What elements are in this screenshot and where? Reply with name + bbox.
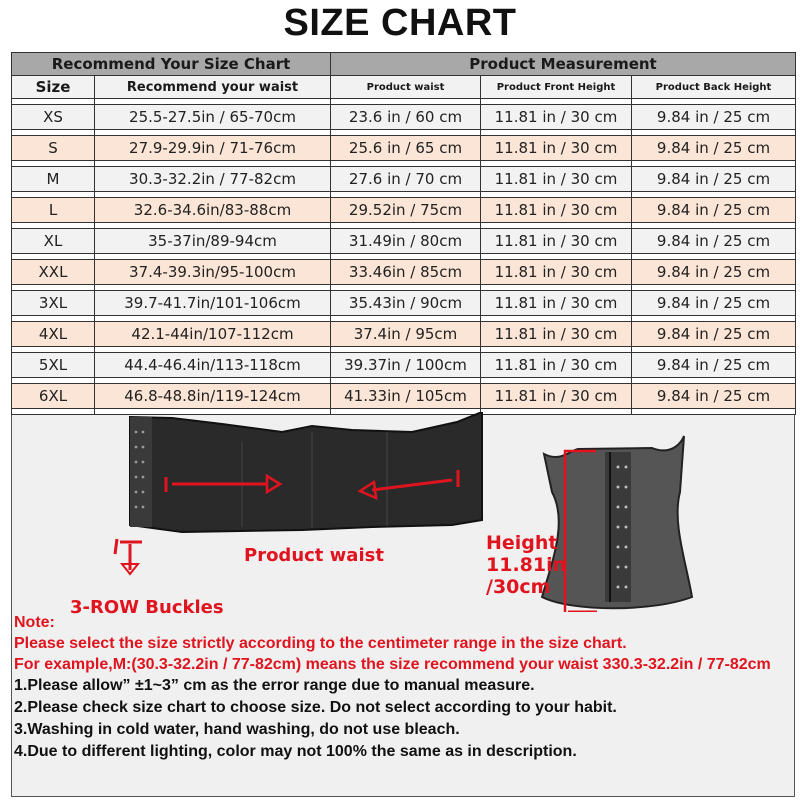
cell-product-waist: 37.4in / 95cm	[331, 322, 481, 347]
cell-recommend-waist: 25.5-27.5in / 65-70cm	[95, 105, 331, 130]
col-header-product-waist: Product waist	[331, 76, 481, 99]
cell-size: 5XL	[12, 353, 95, 378]
note-red-line-1: Please select the size strictly according to the centimeter range in the size chart.	[14, 635, 627, 652]
note-item-3: 3.Washing in cold water, hand washing, do not use bleach.	[14, 721, 460, 738]
cell-back-height: 9.84 in / 25 cm	[632, 105, 796, 130]
cell-front-height: 11.81 in / 30 cm	[481, 198, 632, 223]
note-item-4: 4.Due to different lighting, color may not 100% the same as in description.	[14, 743, 577, 760]
cell-size: 6XL	[12, 384, 95, 409]
size-chart-table	[11, 52, 796, 415]
cell-size: S	[12, 136, 95, 161]
table-row	[12, 384, 796, 409]
col-header-size: Size	[12, 76, 95, 99]
note-item-2: 2.Please check size chart to choose size. Do not select according to your habit.	[14, 699, 617, 716]
table-row	[12, 353, 796, 378]
cell-product-waist: 29.52in / 75cm	[331, 198, 481, 223]
table-row	[12, 260, 796, 285]
note-item-1: 1.Please allow” ±1~3” cm as the error range due to manual measure.	[14, 677, 535, 694]
cell-size: 4XL	[12, 322, 95, 347]
waist-trainer-illustration	[12, 412, 794, 612]
cell-recommend-waist: 35-37in/89-94cm	[95, 229, 331, 254]
note-red-line-2: For example,M:(30.3-32.2in / 77-82cm) means the size recommend your waist 330.3-32.2in / 77-82cm	[14, 656, 771, 673]
cell-back-height: 9.84 in / 25 cm	[632, 136, 796, 161]
group-header-row	[12, 53, 796, 76]
cell-product-waist: 35.43in / 90cm	[331, 291, 481, 316]
col-header-back-height: Product Back Height	[632, 76, 796, 99]
notes-section	[14, 612, 792, 763]
page-title: SIZE CHART	[283, 2, 517, 44]
product-waist-label: Product waist	[244, 545, 384, 566]
cell-back-height: 9.84 in / 25 cm	[632, 260, 796, 285]
cell-size: XXL	[12, 260, 95, 285]
cell-front-height: 11.81 in / 30 cm	[481, 105, 632, 130]
column-header-row	[12, 76, 796, 99]
height-label: Height 11.81in /30cm	[486, 532, 567, 598]
cell-size: XL	[12, 229, 95, 254]
table-row	[12, 291, 796, 316]
buckles-label: 3-ROW Buckles	[70, 597, 224, 618]
cell-size: M	[12, 167, 95, 192]
cell-recommend-waist: 27.9-29.9in / 71-76cm	[95, 136, 331, 161]
table-row	[12, 322, 796, 347]
cell-product-waist: 33.46in / 85cm	[331, 260, 481, 285]
cell-recommend-waist: 44.4-46.4in/113-118cm	[95, 353, 331, 378]
cell-product-waist: 23.6 in / 60 cm	[331, 105, 481, 130]
cell-front-height: 11.81 in / 30 cm	[481, 229, 632, 254]
cell-recommend-waist: 30.3-32.2in / 77-82cm	[95, 167, 331, 192]
cell-size: 3XL	[12, 291, 95, 316]
cell-back-height: 9.84 in / 25 cm	[632, 198, 796, 223]
cell-recommend-waist: 39.7-41.7in/101-106cm	[95, 291, 331, 316]
table-row	[12, 229, 796, 254]
cell-back-height: 9.84 in / 25 cm	[632, 229, 796, 254]
note-heading: Note:	[14, 614, 55, 631]
cell-back-height: 9.84 in / 25 cm	[632, 353, 796, 378]
cell-recommend-waist: 32.6-34.6in/83-88cm	[95, 198, 331, 223]
cell-front-height: 11.81 in / 30 cm	[481, 353, 632, 378]
cell-product-waist: 27.6 in / 70 cm	[331, 167, 481, 192]
cell-recommend-waist: 37.4-39.3in/95-100cm	[95, 260, 331, 285]
table-row	[12, 105, 796, 130]
cell-front-height: 11.81 in / 30 cm	[481, 384, 632, 409]
cell-front-height: 11.81 in / 30 cm	[481, 291, 632, 316]
group-header-product: Product Measurement	[331, 53, 796, 76]
cell-front-height: 11.81 in / 30 cm	[481, 167, 632, 192]
group-header-recommend: Recommend Your Size Chart	[12, 53, 331, 76]
cell-back-height: 9.84 in / 25 cm	[632, 291, 796, 316]
cell-recommend-waist: 46.8-48.8in/119-124cm	[95, 384, 331, 409]
cell-product-waist: 31.49in / 80cm	[331, 229, 481, 254]
cell-front-height: 11.81 in / 30 cm	[481, 136, 632, 161]
cell-back-height: 9.84 in / 25 cm	[632, 167, 796, 192]
col-header-recommend: Recommend your waist	[95, 76, 331, 99]
cell-front-height: 11.81 in / 30 cm	[481, 260, 632, 285]
cell-back-height: 9.84 in / 25 cm	[632, 384, 796, 409]
cell-back-height: 9.84 in / 25 cm	[632, 322, 796, 347]
cell-size: L	[12, 198, 95, 223]
col-header-front-height: Product Front Height	[481, 76, 632, 99]
table-row	[12, 198, 796, 223]
cell-recommend-waist: 42.1-44in/107-112cm	[95, 322, 331, 347]
cell-product-waist: 25.6 in / 65 cm	[331, 136, 481, 161]
table-row	[12, 167, 796, 192]
product-figure	[12, 412, 794, 618]
table-row	[12, 136, 796, 161]
cell-product-waist: 41.33in / 105cm	[331, 384, 481, 409]
cell-size: XS	[12, 105, 95, 130]
cell-front-height: 11.81 in / 30 cm	[481, 322, 632, 347]
cell-product-waist: 39.37in / 100cm	[331, 353, 481, 378]
